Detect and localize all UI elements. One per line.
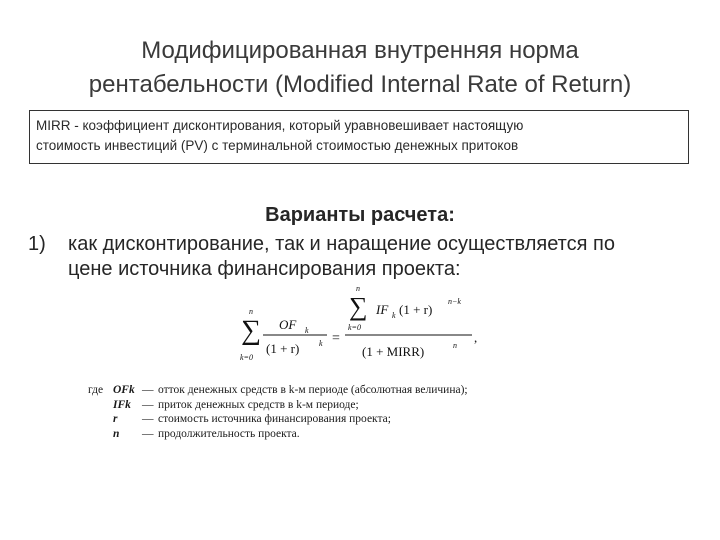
section-heading: Варианты расчета:	[265, 204, 455, 226]
slide-title-line-2: рентабельности (Modified Internal Rate of Return)	[88, 71, 632, 98]
mirr-formula	[235, 285, 485, 375]
equals-sign: =	[332, 331, 340, 346]
lhs-sum-lower: k=0	[240, 353, 253, 362]
legend-description: отток денежных средств в k-м периоде (абсолютная величина);	[158, 384, 468, 396]
slide-title-line-1: Модифицированная внутренняя норма	[141, 37, 579, 64]
rhs-numerator-sub: k	[392, 311, 396, 320]
legend-prefix: где	[88, 384, 104, 396]
definition-box	[29, 110, 689, 164]
lhs-denominator: (1 + r)	[266, 341, 300, 356]
list-item-text	[68, 232, 708, 282]
formula-trailing-comma: ,	[474, 330, 478, 345]
legend-description: продолжительность проекта.	[158, 427, 300, 440]
rhs-denominator: (1 + MIRR)	[362, 344, 425, 359]
rhs-numerator-term: IF	[376, 302, 389, 317]
legend-dash: —	[142, 398, 154, 411]
lhs-denominator-exp: k	[319, 339, 323, 348]
legend-symbol: OFk	[113, 384, 135, 396]
list-item-line-1: как дисконтирование, так и наращение осуществляется по	[68, 233, 615, 255]
mirr-formula-svg	[235, 285, 485, 370]
slide-title	[0, 34, 720, 102]
lhs-sum-sign: ∑	[241, 315, 261, 346]
rhs-sum-sign: ∑	[349, 292, 368, 321]
list-item-line-2: цене источника финансирования проекта:	[68, 258, 461, 280]
legend-dash: —	[142, 413, 154, 425]
rhs-denominator-exp: n	[453, 341, 457, 350]
definition-line-2: стоимость инвестиций (PV) с терминальной стоимостью денежных притоков	[36, 138, 519, 153]
rhs-numerator-factor: (1 + r)	[399, 302, 433, 317]
legend-description: приток денежных средств в k-м периоде;	[158, 398, 359, 411]
legend-symbol: n	[113, 427, 120, 440]
definition-line-1: MIRR - коэффициент дисконтирования, который уравновешивает настоящую	[36, 118, 524, 133]
lhs-numerator-sub: k	[305, 326, 309, 335]
rhs-numerator-exp: n−k	[448, 297, 461, 306]
lhs-sum-upper: n	[249, 307, 253, 316]
lhs-numerator: OF	[279, 317, 297, 332]
legend-dash: —	[142, 384, 154, 396]
legend-symbol: IFk	[113, 398, 131, 411]
legend-description: стоимость источника финансирования проекта;	[158, 413, 391, 425]
list-item-number: 1)	[28, 233, 46, 255]
rhs-sum-lower: k=0	[348, 323, 361, 332]
legend-dash: —	[142, 427, 154, 440]
legend-symbol: r	[113, 413, 118, 425]
rhs-sum-upper: n	[356, 285, 360, 293]
